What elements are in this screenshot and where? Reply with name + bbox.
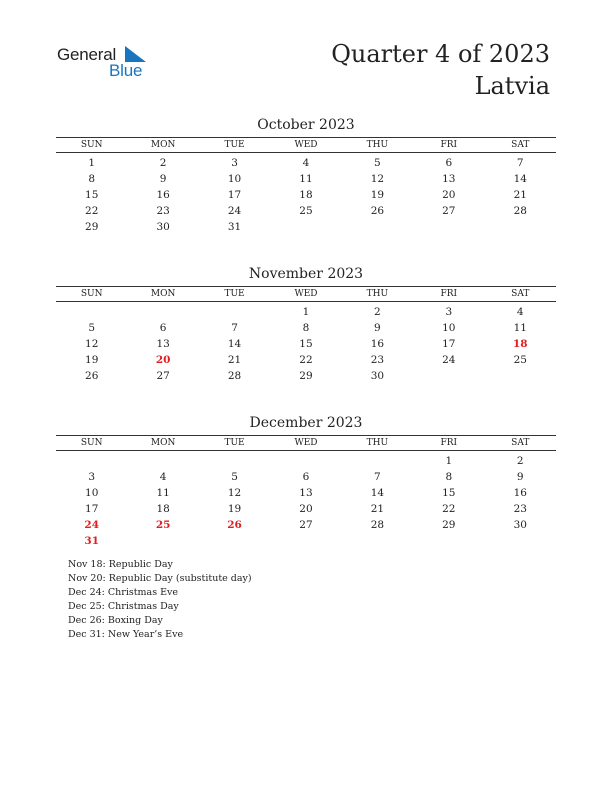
empty-day-cell [56, 304, 127, 320]
weekday-header: THU [342, 138, 413, 153]
week-row [56, 320, 556, 336]
day-cell: 3 [231, 157, 238, 169]
weekday-header: SUN [56, 436, 127, 451]
month-title: October 2023 [257, 117, 355, 133]
day-cell: 29 [85, 221, 99, 233]
holiday-day-cell: 26 [227, 519, 242, 531]
day-cell: 30 [370, 370, 385, 382]
day-cell: 27 [299, 519, 313, 531]
month-november [56, 265, 556, 384]
day-cell: 8 [88, 173, 96, 185]
weekday-header: WED [270, 436, 341, 451]
weekday-header: WED [270, 287, 341, 302]
day-cell: 29 [442, 519, 456, 531]
weekday-header: TUE [199, 436, 270, 451]
weekday-header: THU [342, 287, 413, 302]
holiday-entry: Nov 20: Republic Day (substitute day) [68, 573, 252, 584]
month-title: November 2023 [248, 266, 364, 282]
week-row [56, 155, 556, 171]
day-cell: 8 [445, 471, 453, 483]
week-row [56, 336, 556, 352]
day-cell: 6 [302, 471, 310, 483]
week-row [56, 368, 556, 384]
day-cell: 13 [442, 173, 456, 185]
weekday-header: WED [270, 138, 341, 153]
day-cell: 16 [513, 487, 527, 499]
day-cell: 13 [299, 487, 313, 499]
holiday-list [68, 558, 252, 642]
week-row [56, 304, 556, 320]
day-cell: 28 [513, 205, 527, 217]
day-cell: 21 [513, 189, 527, 201]
day-cell: 22 [85, 205, 99, 217]
day-cell: 18 [156, 503, 170, 515]
day-cell: 19 [370, 189, 385, 201]
holiday-entry: Dec 25: Christmas Day [68, 601, 179, 612]
week-row [56, 203, 556, 219]
month-december [56, 414, 556, 549]
week-row [56, 187, 556, 203]
day-cell: 7 [374, 471, 381, 483]
week-row [56, 485, 556, 501]
holiday-entry: Dec 24: Christmas Eve [68, 587, 179, 598]
day-cell: 12 [85, 338, 99, 350]
empty-day-cell [413, 219, 484, 235]
day-cell: 5 [231, 471, 238, 483]
day-cell: 10 [442, 322, 456, 334]
day-cell: 24 [227, 205, 242, 217]
empty-day-cell [270, 533, 341, 549]
day-cell: 7 [516, 157, 524, 169]
day-cell: 23 [370, 354, 385, 366]
week-row [56, 469, 556, 485]
day-cell: 5 [88, 322, 96, 334]
day-cell: 3 [88, 471, 96, 483]
day-cell: 17 [85, 503, 99, 515]
day-cell: 15 [299, 338, 313, 350]
week-row [56, 453, 556, 469]
month-october [56, 116, 556, 235]
week-row [56, 171, 556, 187]
day-cell: 14 [370, 487, 385, 499]
day-cell: 7 [231, 322, 238, 334]
week-row [56, 219, 556, 235]
day-cell: 4 [159, 471, 167, 483]
week-row [56, 501, 556, 517]
day-cell: 17 [442, 338, 456, 350]
day-cell: 12 [370, 173, 385, 185]
day-cell: 30 [513, 519, 527, 531]
day-cell: 22 [299, 354, 313, 366]
holiday-day-cell: 20 [155, 354, 171, 366]
empty-day-cell [127, 533, 198, 549]
weekday-header: FRI [413, 138, 484, 153]
day-cell: 2 [159, 157, 167, 169]
weekday-header: SUN [56, 138, 127, 153]
day-cell: 28 [370, 519, 385, 531]
empty-day-cell [342, 533, 413, 549]
empty-day-cell [56, 453, 127, 469]
weekday-header: SAT [485, 436, 556, 451]
month-title: December 2023 [249, 415, 363, 431]
empty-day-cell [127, 453, 198, 469]
day-cell: 23 [513, 503, 527, 515]
day-cell: 26 [85, 370, 99, 382]
empty-day-cell [270, 453, 341, 469]
day-cell: 21 [227, 354, 242, 366]
empty-day-cell [199, 304, 270, 320]
holiday-entry: Dec 26: Boxing Day [68, 615, 163, 626]
day-cell: 29 [299, 370, 313, 382]
day-cell: 14 [227, 338, 242, 350]
day-cell: 17 [227, 189, 242, 201]
day-cell: 6 [159, 322, 167, 334]
weekday-header: SAT [485, 287, 556, 302]
empty-day-cell [413, 533, 484, 549]
day-cell: 18 [299, 189, 313, 201]
logo-text-blue: Blue [109, 61, 143, 80]
day-cell: 15 [442, 487, 456, 499]
page-title [331, 38, 550, 102]
empty-day-cell [342, 219, 413, 235]
calendar-grid [56, 435, 556, 549]
day-cell: 20 [442, 189, 456, 201]
day-cell: 11 [299, 173, 313, 185]
week-row [56, 517, 556, 533]
day-cell: 14 [513, 173, 527, 185]
calendar-grid [56, 286, 556, 384]
day-cell: 30 [156, 221, 170, 233]
day-cell: 15 [85, 189, 99, 201]
day-cell: 11 [156, 487, 170, 499]
weekday-header: FRI [413, 287, 484, 302]
day-cell: 25 [299, 205, 313, 217]
weekday-header: THU [342, 436, 413, 451]
day-cell: 1 [445, 455, 453, 467]
day-cell: 1 [88, 157, 96, 169]
title-quarter: Quarter 4 of 2023 [331, 40, 550, 68]
empty-day-cell [270, 219, 341, 235]
day-cell: 10 [227, 173, 242, 185]
empty-day-cell [199, 453, 270, 469]
weekday-header: TUE [199, 287, 270, 302]
day-cell: 4 [516, 306, 524, 318]
day-cell: 21 [370, 503, 385, 515]
day-cell: 19 [227, 503, 242, 515]
day-cell: 27 [156, 370, 170, 382]
holiday-entry: Nov 18: Republic Day [68, 559, 173, 570]
empty-day-cell [485, 219, 556, 235]
day-cell: 9 [516, 471, 524, 483]
day-cell: 2 [516, 455, 524, 467]
day-cell: 4 [302, 157, 310, 169]
title-country: Latvia [474, 72, 550, 100]
day-cell: 1 [302, 306, 310, 318]
logo-text-general: General [57, 45, 117, 64]
day-cell: 22 [442, 503, 456, 515]
day-cell: 16 [156, 189, 170, 201]
holiday-day-cell: 25 [155, 519, 171, 531]
day-cell: 6 [445, 157, 453, 169]
day-cell: 3 [445, 306, 453, 318]
holiday-day-cell: 18 [512, 338, 528, 350]
day-cell: 25 [513, 354, 527, 366]
empty-day-cell [342, 453, 413, 469]
day-cell: 26 [370, 205, 385, 217]
day-cell: 10 [85, 487, 99, 499]
day-cell: 11 [513, 322, 527, 334]
day-cell: 16 [370, 338, 385, 350]
calendar-grid [56, 137, 556, 235]
empty-day-cell [127, 304, 198, 320]
generalblue-logo [57, 43, 157, 83]
holiday-day-cell: 31 [84, 535, 100, 547]
empty-day-cell [199, 533, 270, 549]
day-cell: 20 [299, 503, 313, 515]
day-cell: 28 [227, 370, 242, 382]
day-cell: 12 [227, 487, 242, 499]
weekday-header: MON [127, 436, 198, 451]
day-cell: 19 [85, 354, 99, 366]
weekday-header: SAT [485, 138, 556, 153]
day-cell: 9 [159, 173, 167, 185]
empty-day-cell [485, 368, 556, 384]
day-cell: 8 [302, 322, 310, 334]
day-cell: 23 [156, 205, 170, 217]
day-cell: 31 [227, 221, 242, 233]
empty-day-cell [413, 368, 484, 384]
weekday-header: MON [127, 287, 198, 302]
week-row [56, 533, 556, 549]
holiday-day-cell: 24 [84, 519, 100, 531]
day-cell: 27 [442, 205, 456, 217]
weekday-header: FRI [413, 436, 484, 451]
week-row [56, 352, 556, 368]
day-cell: 5 [374, 157, 381, 169]
logo-triangle-icon [125, 46, 147, 62]
day-cell: 9 [374, 322, 381, 334]
holiday-entry: Dec 31: New Year’s Eve [68, 629, 184, 640]
empty-day-cell [485, 533, 556, 549]
day-cell: 2 [374, 306, 381, 318]
weekday-header: TUE [199, 138, 270, 153]
day-cell: 24 [442, 354, 456, 366]
day-cell: 13 [156, 338, 170, 350]
weekday-header: MON [127, 138, 198, 153]
weekday-header: SUN [56, 287, 127, 302]
